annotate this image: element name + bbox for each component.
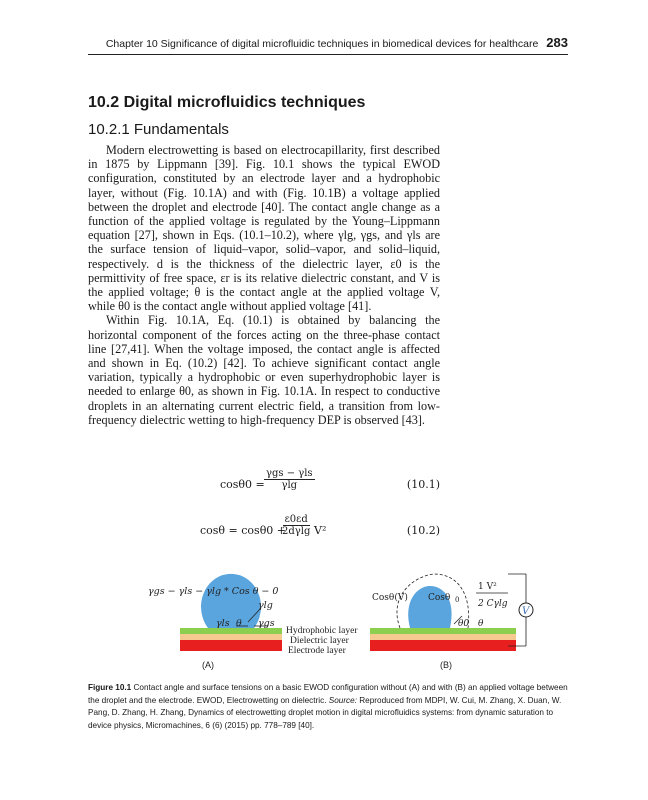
eq2-numerator: ε0εd (284, 514, 308, 525)
caption-source: Reproduced from MDPI, W. Cui, M. Zhang, X. Duan, W. Pang, D. Zhang, H. Zhang, Dynamics of electrowetting droplet motion in digital microfluidics systems: from dynamic saturation to device physics, Micromachines, 6 (6) (2015) pp. 778–789 [40]. (88, 695, 562, 730)
eq2-suffix: V² (314, 524, 327, 537)
panel-a-theta-label: θ (236, 618, 242, 629)
dielectric-layer-b (370, 634, 516, 640)
voltage-source-label: V (522, 606, 530, 617)
panel-b-frac-den: 2 Cγlg (478, 599, 508, 609)
panel-b-sub0: 0 (455, 596, 460, 604)
panel-a-ls-label: γls (216, 618, 230, 629)
panel-a-lg-label: γlg (258, 600, 273, 611)
panel-b-tag: (B) (440, 660, 452, 670)
dielectric-layer-a (180, 634, 282, 640)
figure-10-1 (88, 560, 558, 680)
panel-b-frac-num: 1 V² (478, 582, 497, 592)
panel-b-lhs: Cosθ(V) (372, 593, 408, 603)
panel-b-theta: θ (478, 619, 484, 629)
body-text (88, 143, 440, 427)
panel-a-gs-label: γgs (258, 618, 275, 629)
caption-label: Figure 10.1 (88, 683, 132, 692)
droplet-a (201, 574, 261, 628)
layer-legend (286, 626, 358, 656)
eq1-numerator: γgs − γls (266, 468, 313, 479)
electrode-layer-a (180, 640, 282, 651)
panel-a-tag: (A) (202, 660, 214, 670)
panel-b (370, 574, 533, 670)
panel-a (148, 574, 282, 670)
equation-10-2 (88, 512, 440, 548)
legend-dielectric: Dielectric layer (290, 636, 349, 646)
running-header (88, 35, 568, 50)
hydrophobic-layer-b (370, 628, 516, 634)
eq2-fraction (282, 514, 310, 537)
caption-text: Contact angle and surface tensions on a basic EWOD configuration without (A) and with (B) an applied voltage between the droplet and the electrode. EWOD, Electrowetting on dielectric. (88, 683, 568, 705)
panel-b-theta0: θ0 (458, 619, 470, 629)
eq1-denominator: γlg (281, 480, 298, 491)
header-rule (88, 54, 568, 55)
paragraph-2: Within Fig. 10.1A, Eq. (10.1) is obtained by balancing the horizontal component of the forces acting on the three-phase contact line [27,41]. When the voltage imposed, the contact angle is affected and shown in Eq. (10.2) [42]. To achieve significant contact angle variation, typically a hydrophobic or even superhydrophobic layer is needed to enlarge θ0, as shown in Fig. 10.1A. In respect to conductive droplets in an alternating current electric field, a transition from low-frequency dielectric wetting to high-frequency DEP is observed [43]. (88, 313, 440, 427)
eq2-lhs: cosθ = cosθ0 + (200, 524, 287, 537)
caption-source-label: Source: (328, 695, 357, 705)
paragraph-1: Modern electrowetting is based on electrocapillarity, first described in 1875 by Lippmann [39]. Fig. 10.1 shows the typical EWOD configuration, constituted by an electrode layer and a hydrophobic layer, without (Fig. 10.1A) and with (Fig. 10.1B) a voltage applied between the droplet and electrode [40]. The contact angle change as a function of the applied voltage is regulated by the Young–Lippmann equation [27], shown in Eqs. (10.1–10.2), where γlg, γgs, and γls are the surface tension of liquid–vapor, solid–vapor, and solid–liquid, respectively. d is the thickness of the dielectric layer, ε0 is the permittivity of free space, εr is its relative dielectric constant, and V is the applied voltage; θ is the contact angle at the applied voltage V, while θ0 is the contact angle without applied voltage [41]. (88, 143, 440, 314)
electrode-layer-b (370, 640, 516, 651)
eq1-lhs: cosθ0 = (220, 478, 265, 491)
page-number: 283 (546, 35, 568, 50)
legend-electrode: Electrode layer (288, 646, 346, 656)
eq1-number: (10.1) (406, 478, 440, 491)
panel-a-equation: γgs − γls − γlg * Cos θ − 0 (148, 586, 279, 597)
figure-caption (88, 682, 568, 732)
figure-svg (88, 560, 558, 680)
running-title: Chapter 10 Significance of digital microfluidic techniques in biomedical devices for healthcare (105, 38, 539, 50)
eq2-denominator: 2dγlg (282, 526, 311, 537)
equation-10-1 (88, 466, 440, 502)
subsection-heading: 10.2.1 Fundamentals (88, 121, 229, 138)
panel-b-mid: Cosθ (428, 593, 451, 603)
section-heading: 10.2 Digital microfluidics techniques (88, 94, 366, 111)
eq1-fraction (264, 468, 315, 491)
eq2-number: (10.2) (406, 524, 440, 537)
legend-hydrophobic: Hydrophobic layer (286, 626, 358, 636)
